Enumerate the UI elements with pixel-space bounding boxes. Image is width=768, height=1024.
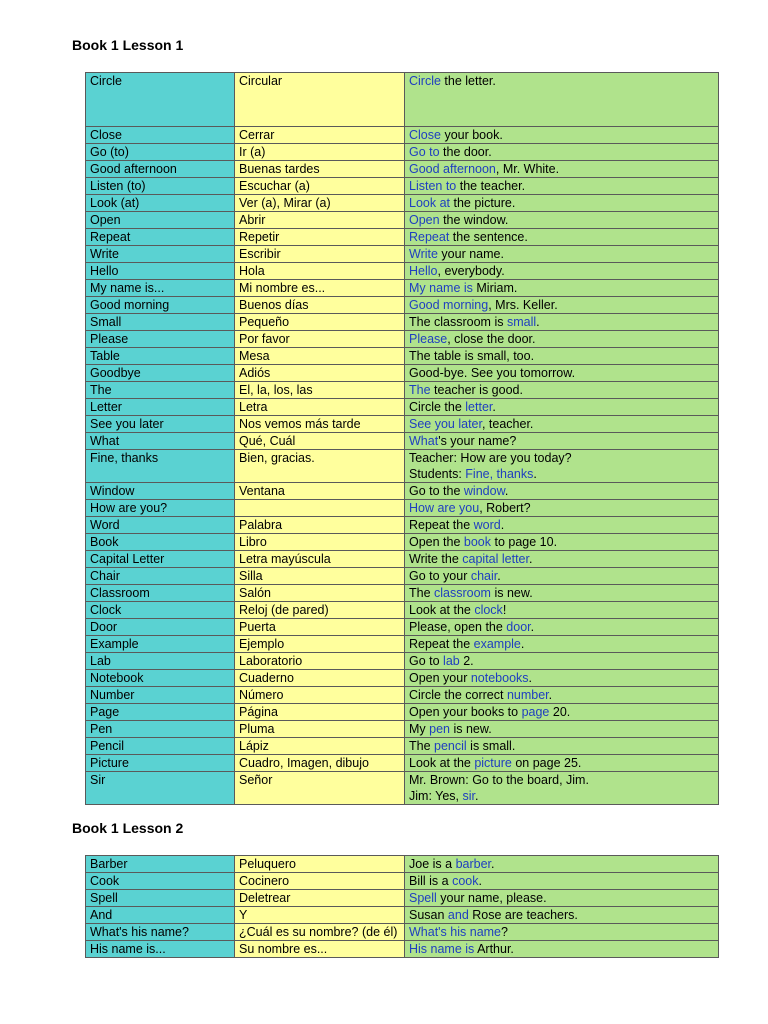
example-sentence	[405, 704, 719, 721]
example-sentence	[405, 144, 719, 161]
spanish-term: Cuaderno	[235, 670, 405, 687]
table-row	[86, 687, 719, 704]
highlighted-term: Spell	[409, 891, 437, 905]
highlighted-term: book	[463, 535, 492, 549]
example-sentence	[405, 907, 719, 924]
table-row	[86, 585, 719, 602]
example-text: is new.	[450, 722, 492, 736]
spanish-term: Escribir	[235, 246, 405, 263]
english-term: Good afternoon	[86, 161, 235, 178]
spanish-term: Página	[235, 704, 405, 721]
english-term: Picture	[86, 755, 235, 772]
example-text: the window.	[439, 213, 509, 227]
table-row	[86, 331, 719, 348]
lesson2-title: Book 1 Lesson 2	[72, 820, 184, 836]
example-text: , Mr. White.	[495, 162, 560, 176]
example-text: .	[548, 688, 553, 702]
highlighted-term: What	[409, 434, 439, 448]
highlighted-term: door	[506, 620, 531, 634]
spanish-term: Número	[235, 687, 405, 704]
highlighted-term: Circle	[409, 74, 441, 88]
example-text: .	[504, 484, 509, 498]
table-row	[86, 416, 719, 433]
highlighted-term: See you later	[409, 417, 482, 431]
example-sentence	[405, 195, 719, 212]
spanish-term: Peluquero	[235, 856, 405, 873]
spanish-term: Buenas tardes	[235, 161, 405, 178]
english-term: Word	[86, 517, 235, 534]
table-row	[86, 941, 719, 958]
highlighted-term: and	[447, 908, 469, 922]
english-term: And	[86, 907, 235, 924]
highlighted-term: pencil	[434, 739, 467, 753]
highlighted-term: classroom	[434, 586, 491, 600]
example-text: .	[492, 400, 496, 414]
example-sentence	[405, 483, 719, 500]
spanish-term: Cocinero	[235, 873, 405, 890]
example-text: Susan	[409, 908, 448, 922]
table-row	[86, 873, 719, 890]
highlighted-term: Go to	[409, 145, 440, 159]
example-text: Go to the	[409, 484, 464, 498]
table-row	[86, 161, 719, 178]
spanish-term: Escuchar (a)	[235, 178, 405, 195]
highlighted-term: The	[409, 383, 431, 397]
spanish-term: Letra mayúscula	[235, 551, 405, 568]
english-term: Sir	[86, 772, 235, 805]
highlighted-term: What's his name	[409, 925, 502, 939]
highlighted-term: number	[506, 688, 549, 702]
example-sentence	[405, 517, 719, 534]
example-text: Please, open the	[409, 620, 507, 634]
example-sentence	[405, 229, 719, 246]
highlighted-term: letter	[465, 400, 493, 414]
spanish-term: Pluma	[235, 721, 405, 738]
example-sentence	[405, 534, 719, 551]
table-row	[86, 280, 719, 297]
spanish-term	[235, 500, 405, 517]
table-row	[86, 382, 719, 399]
example-sentence	[405, 348, 719, 365]
spanish-term: Circular	[235, 73, 405, 127]
highlighted-term: Listen to	[409, 179, 457, 193]
english-term: Spell	[86, 890, 235, 907]
table-row	[86, 314, 719, 331]
spanish-term: Mi nombre es...	[235, 280, 405, 297]
example-text: , Mrs. Keller.	[488, 298, 558, 312]
highlighted-term: How are you	[409, 501, 480, 515]
example-text: Repeat the	[409, 518, 474, 532]
example-text: 2.	[459, 654, 474, 668]
example-text: Go to	[409, 654, 444, 668]
english-term: Table	[86, 348, 235, 365]
example-text: .	[530, 620, 535, 634]
highlighted-term: barber	[455, 857, 492, 871]
example-text: , Robert?	[479, 501, 531, 515]
spanish-term: Lápiz	[235, 738, 405, 755]
spanish-term: ¿Cuál es su nombre? (de él)	[235, 924, 405, 941]
table-row	[86, 178, 719, 195]
spanish-term: Ejemplo	[235, 636, 405, 653]
english-term: Book	[86, 534, 235, 551]
example-text: Look at the	[409, 756, 475, 770]
example-text: , close the door.	[447, 332, 536, 346]
table-row	[86, 551, 719, 568]
table-row	[86, 73, 719, 127]
example-text: .	[478, 874, 482, 888]
example-text: Bill is a	[409, 874, 453, 888]
spanish-term: El, la, los, las	[235, 382, 405, 399]
example-sentence	[405, 636, 719, 653]
example-text: The	[409, 739, 435, 753]
table-row	[86, 772, 719, 805]
highlighted-term: word	[473, 518, 501, 532]
table-row	[86, 704, 719, 721]
example-text: Teacher: How are you today?	[409, 451, 572, 465]
spanish-term: Puerta	[235, 619, 405, 636]
english-term: See you later	[86, 416, 235, 433]
example-text: The table is small, too.	[409, 349, 535, 363]
table-row	[86, 924, 719, 941]
english-term: Pencil	[86, 738, 235, 755]
example-text: 's your name?	[438, 434, 517, 448]
example-sentence	[405, 772, 719, 805]
example-text: .	[528, 671, 533, 685]
example-sentence	[405, 399, 719, 416]
example-sentence	[405, 568, 719, 585]
example-text: the teacher.	[456, 179, 526, 193]
english-term: What	[86, 433, 235, 450]
example-text: the sentence.	[449, 230, 528, 244]
english-term: Number	[86, 687, 235, 704]
highlighted-term: picture	[474, 756, 512, 770]
english-term: Letter	[86, 399, 235, 416]
table-row	[86, 907, 719, 924]
example-text: Jim: Yes,	[409, 789, 463, 803]
table-row	[86, 619, 719, 636]
example-text: The classroom is	[409, 315, 507, 329]
highlighted-term: Close	[409, 128, 441, 142]
example-text: .	[533, 467, 537, 481]
table-row	[86, 670, 719, 687]
spanish-term: Señor	[235, 772, 405, 805]
example-sentence	[405, 619, 719, 636]
lesson1-table	[85, 72, 719, 805]
highlighted-term: window	[463, 484, 505, 498]
spanish-term: Buenos días	[235, 297, 405, 314]
example-text: My	[409, 722, 430, 736]
spanish-term: Cerrar	[235, 127, 405, 144]
english-term: Classroom	[86, 585, 235, 602]
table-row	[86, 297, 719, 314]
english-term: Small	[86, 314, 235, 331]
table-row	[86, 500, 719, 517]
table-row	[86, 755, 719, 772]
highlighted-term: chair	[470, 569, 498, 583]
lesson1-title: Book 1 Lesson 1	[72, 37, 184, 53]
example-sentence	[405, 890, 719, 907]
english-term: Repeat	[86, 229, 235, 246]
highlighted-term: example	[473, 637, 521, 651]
highlighted-term: lab	[443, 654, 460, 668]
table-row	[86, 348, 719, 365]
english-term: Chair	[86, 568, 235, 585]
example-sentence	[405, 297, 719, 314]
table-row	[86, 433, 719, 450]
example-text: your name.	[437, 247, 504, 261]
spanish-term: Adiós	[235, 365, 405, 382]
example-text: 20.	[549, 705, 571, 719]
english-term: My name is...	[86, 280, 235, 297]
spanish-term: Su nombre es...	[235, 941, 405, 958]
table-row	[86, 517, 719, 534]
example-text: Circle the correct	[409, 688, 507, 702]
spanish-term: Abrir	[235, 212, 405, 229]
table-row	[86, 195, 719, 212]
example-sentence	[405, 738, 719, 755]
table-row	[86, 212, 719, 229]
spanish-term: Cuadro, Imagen, dibujo	[235, 755, 405, 772]
highlighted-term: capital letter	[462, 552, 529, 566]
highlighted-term: His name is	[409, 942, 475, 956]
example-sentence	[405, 687, 719, 704]
example-sentence	[405, 856, 719, 873]
table-row	[86, 127, 719, 144]
example-text: on page 25.	[511, 756, 582, 770]
example-text: Open the	[409, 535, 464, 549]
example-sentence	[405, 331, 719, 348]
table-row	[86, 721, 719, 738]
table-row	[86, 738, 719, 755]
example-text: The	[409, 586, 435, 600]
english-term: How are you?	[86, 500, 235, 517]
english-term: Goodbye	[86, 365, 235, 382]
spanish-term: Bien, gracias.	[235, 450, 405, 483]
example-text: .	[491, 857, 495, 871]
spanish-term: Libro	[235, 534, 405, 551]
english-term: Window	[86, 483, 235, 500]
spanish-term: Ver (a), Mirar (a)	[235, 195, 405, 212]
example-sentence	[405, 178, 719, 195]
highlighted-term: sir	[462, 789, 475, 803]
example-text: .	[475, 789, 479, 803]
highlighted-term: My name is	[409, 281, 473, 295]
example-text: , everybody.	[437, 264, 505, 278]
highlighted-term: Hello	[409, 264, 438, 278]
example-sentence	[405, 263, 719, 280]
example-sentence	[405, 246, 719, 263]
english-term: Barber	[86, 856, 235, 873]
english-term: Write	[86, 246, 235, 263]
english-term: Please	[86, 331, 235, 348]
example-text: to page 10.	[491, 535, 558, 549]
example-sentence	[405, 602, 719, 619]
example-text: Arthur.	[474, 942, 514, 956]
table-row	[86, 568, 719, 585]
highlighted-term: Good morning	[409, 298, 489, 312]
example-sentence	[405, 653, 719, 670]
english-term: Pen	[86, 721, 235, 738]
example-sentence	[405, 721, 719, 738]
table-row	[86, 602, 719, 619]
example-text: .	[528, 552, 533, 566]
example-text: Open your books to	[409, 705, 522, 719]
example-text: Repeat the	[409, 637, 474, 651]
example-sentence	[405, 873, 719, 890]
table-row	[86, 450, 719, 483]
example-text: , teacher.	[481, 417, 534, 431]
english-term: Close	[86, 127, 235, 144]
example-sentence	[405, 416, 719, 433]
example-text: .	[520, 637, 525, 651]
spanish-term: Palabra	[235, 517, 405, 534]
highlighted-term: small	[506, 315, 537, 329]
spanish-term: Repetir	[235, 229, 405, 246]
spanish-term: Y	[235, 907, 405, 924]
highlighted-term: Good afternoon	[409, 162, 496, 176]
example-sentence	[405, 314, 719, 331]
highlighted-term: Please	[409, 332, 448, 346]
spanish-term: Mesa	[235, 348, 405, 365]
example-sentence	[405, 551, 719, 568]
table-row	[86, 263, 719, 280]
example-text: Rose are teachers.	[468, 908, 578, 922]
table-row	[86, 246, 719, 263]
example-sentence	[405, 755, 719, 772]
spanish-term: Reloj (de pared)	[235, 602, 405, 619]
spanish-term: Por favor	[235, 331, 405, 348]
spanish-term: Hola	[235, 263, 405, 280]
example-text: your name, please.	[436, 891, 547, 905]
spanish-term: Laboratorio	[235, 653, 405, 670]
example-text: teacher is good.	[430, 383, 523, 397]
example-sentence	[405, 670, 719, 687]
example-text: the picture.	[450, 196, 516, 210]
example-text: Good-bye. See you tomorrow.	[409, 366, 576, 380]
english-term: Fine, thanks	[86, 450, 235, 483]
highlighted-term: Fine, thanks	[465, 467, 534, 481]
example-text: .	[497, 569, 501, 583]
highlighted-term: Open	[409, 213, 440, 227]
lesson2-table	[85, 855, 719, 958]
example-text: Miriam.	[472, 281, 518, 295]
example-text: is new.	[490, 586, 533, 600]
example-text: .	[536, 315, 540, 329]
example-text: Open your	[409, 671, 471, 685]
english-term: Capital Letter	[86, 551, 235, 568]
english-term: Hello	[86, 263, 235, 280]
highlighted-term: Look at	[409, 196, 451, 210]
table-row	[86, 534, 719, 551]
spanish-term: Salón	[235, 585, 405, 602]
table-row	[86, 653, 719, 670]
table-row	[86, 229, 719, 246]
example-text: your book.	[440, 128, 503, 142]
example-sentence	[405, 382, 719, 399]
highlighted-term: Write	[409, 247, 438, 261]
english-term: Page	[86, 704, 235, 721]
spanish-term: Nos vemos más tarde	[235, 416, 405, 433]
spanish-term: Ventana	[235, 483, 405, 500]
english-term: Good morning	[86, 297, 235, 314]
example-sentence	[405, 127, 719, 144]
highlighted-term: Repeat	[409, 230, 450, 244]
example-sentence	[405, 73, 719, 127]
english-term: Circle	[86, 73, 235, 127]
example-text: .	[500, 518, 505, 532]
example-text: Look at the	[409, 603, 475, 617]
english-term: Clock	[86, 602, 235, 619]
english-term: Door	[86, 619, 235, 636]
spanish-term: Qué, Cuál	[235, 433, 405, 450]
english-term: His name is...	[86, 941, 235, 958]
example-sentence	[405, 585, 719, 602]
highlighted-term: clock	[474, 603, 503, 617]
highlighted-term: cook	[452, 874, 479, 888]
example-text: Students:	[409, 467, 466, 481]
example-text: Joe is a	[409, 857, 456, 871]
table-row	[86, 365, 719, 382]
example-text: the letter.	[440, 74, 496, 88]
example-sentence	[405, 280, 719, 297]
spanish-term: Ir (a)	[235, 144, 405, 161]
example-sentence	[405, 161, 719, 178]
table-row	[86, 144, 719, 161]
example-text: ?	[501, 925, 508, 939]
spanish-term: Letra	[235, 399, 405, 416]
example-text: Go to your	[409, 569, 471, 583]
english-term: What's his name?	[86, 924, 235, 941]
example-sentence	[405, 365, 719, 382]
english-term: Listen (to)	[86, 178, 235, 195]
example-sentence	[405, 450, 719, 483]
table-row	[86, 890, 719, 907]
highlighted-term: page	[521, 705, 550, 719]
spanish-term: Deletrear	[235, 890, 405, 907]
example-sentence	[405, 500, 719, 517]
english-term: Look (at)	[86, 195, 235, 212]
example-text: Write the	[409, 552, 463, 566]
example-text: is small.	[466, 739, 516, 753]
english-term: Lab	[86, 653, 235, 670]
example-sentence	[405, 941, 719, 958]
example-sentence	[405, 924, 719, 941]
english-term: Example	[86, 636, 235, 653]
highlighted-term: pen	[429, 722, 450, 736]
english-term: Cook	[86, 873, 235, 890]
table-row	[86, 856, 719, 873]
example-text: !	[502, 603, 507, 617]
example-sentence	[405, 433, 719, 450]
example-sentence	[405, 212, 719, 229]
example-text: the door.	[439, 145, 492, 159]
english-term: Notebook	[86, 670, 235, 687]
english-term: Go (to)	[86, 144, 235, 161]
table-row	[86, 483, 719, 500]
highlighted-term: notebooks	[470, 671, 529, 685]
table-row	[86, 399, 719, 416]
english-term: Open	[86, 212, 235, 229]
example-text: Mr. Brown: Go to the board, Jim.	[409, 773, 589, 787]
table-row	[86, 636, 719, 653]
spanish-term: Pequeño	[235, 314, 405, 331]
english-term: The	[86, 382, 235, 399]
example-text: Circle the	[409, 400, 466, 414]
spanish-term: Silla	[235, 568, 405, 585]
